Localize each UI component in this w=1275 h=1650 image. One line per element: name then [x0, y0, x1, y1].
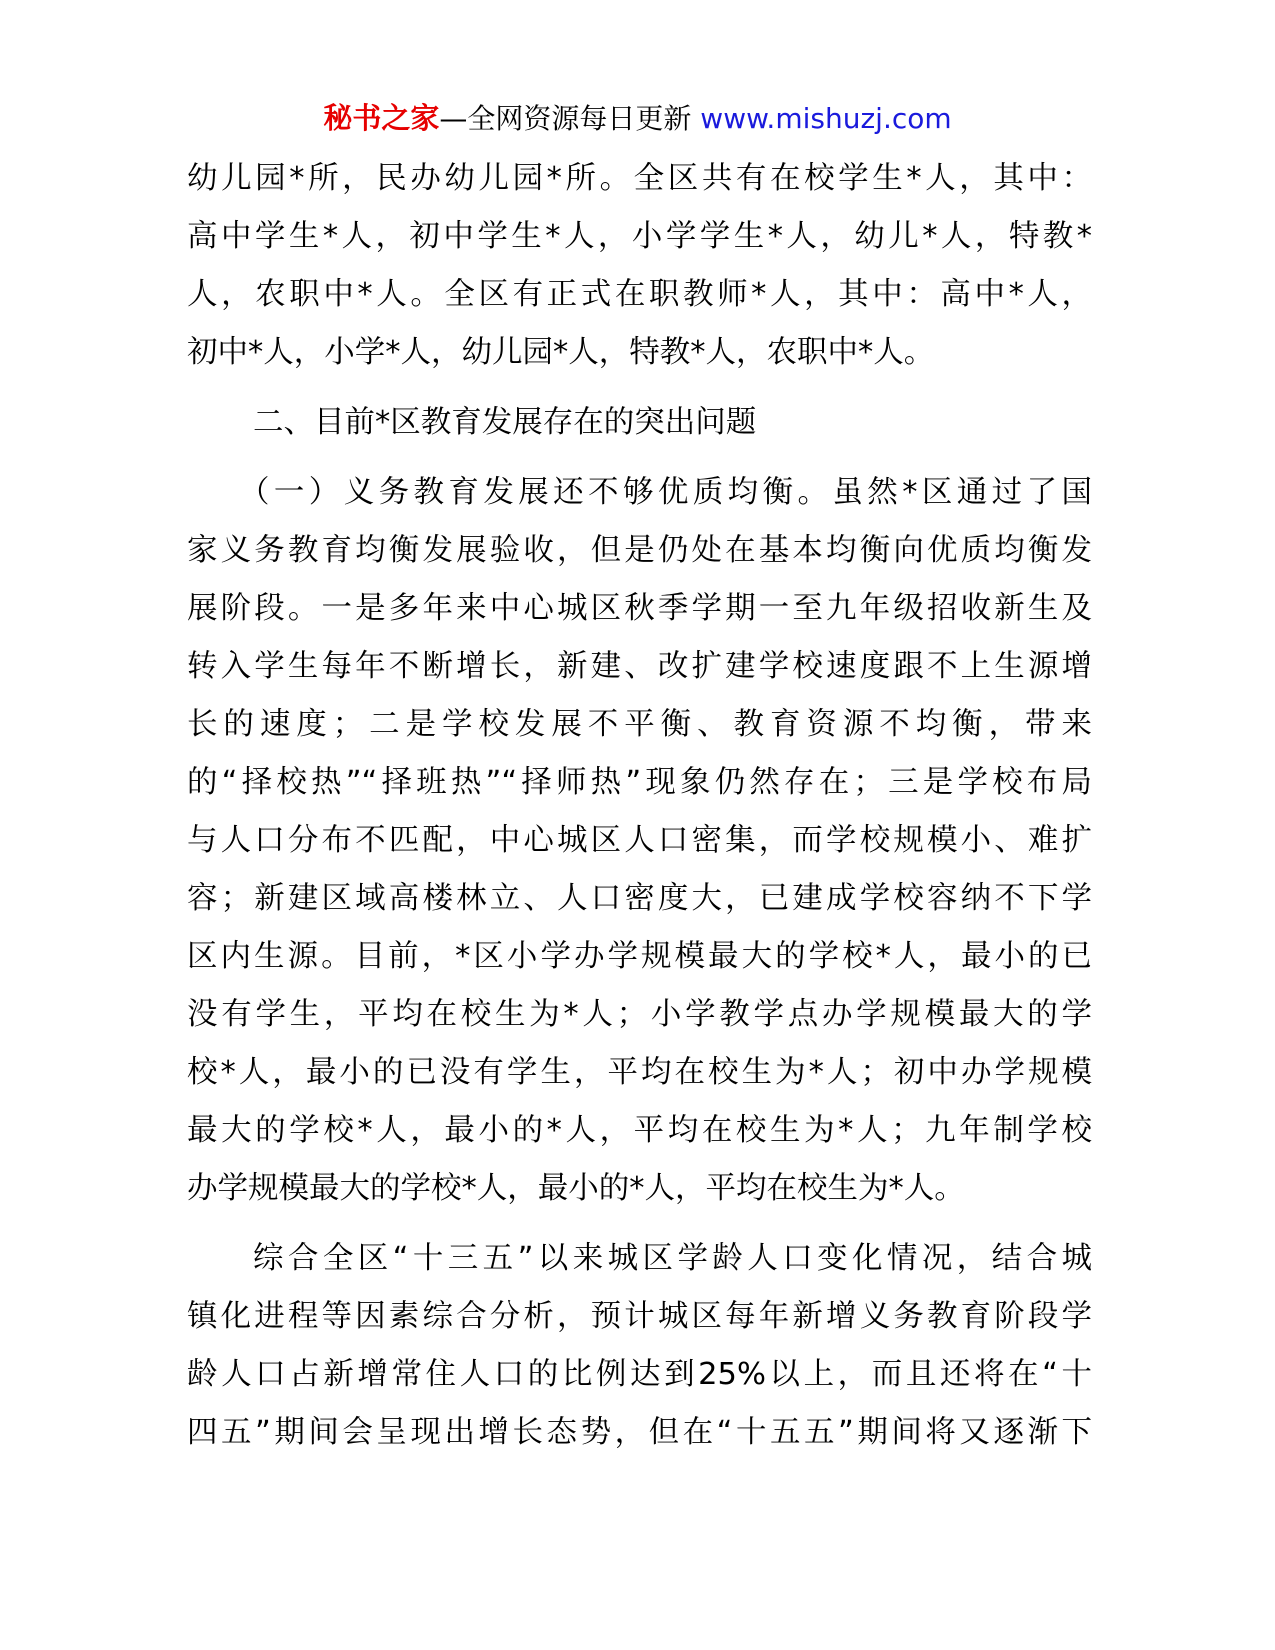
text-line: 家义务教育均衡发展验收，但是仍处在基本均衡向优质均衡发 [187, 533, 1092, 568]
section-heading [187, 394, 1092, 452]
document-body [187, 150, 1092, 1462]
text-line: 办学规模最大的学校*人，最小的*人，平均在校生为*人。 [187, 1171, 965, 1206]
text-line: 最大的学校*人，最小的*人，平均在校生为*人；九年制学校 [187, 1113, 1092, 1148]
text-line: 高中学生*人，初中学生*人，小学学生*人，幼儿*人，特教* [187, 219, 1092, 254]
text-line: 展阶段。一是多年来中心城区秋季学期一至九年级招收新生及 [187, 591, 1092, 626]
text-line: 的“择校热”“择班热”“择师热”现象仍然存在；三是学校布局 [187, 765, 1092, 800]
text-line: 镇化进程等因素综合分析，预计城区每年新增义务教育阶段学 [187, 1299, 1092, 1334]
text-line: 四五”期间会呈现出增长态势，但在“十五五”期间将又逐渐下 [187, 1415, 1092, 1450]
text-line: （一）义务教育发展还不够优质均衡。虽然*区通过了国 [239, 475, 1092, 510]
text-line: 长的速度；二是学校发展不平衡、教育资源不均衡，带来 [187, 707, 1092, 742]
text-line: 龄人口占新增常住人口的比例达到25%以上，而且还将在“十 [187, 1357, 1092, 1392]
header-url-link[interactable]: www.mishuzj.com [700, 102, 952, 135]
header-brand: 秘书之家 [323, 101, 440, 135]
text-line: 综合全区“十三五”以来城区学龄人口变化情况，结合城 [253, 1241, 1092, 1276]
text-line: 转入学生每年不断增长，新建、改扩建学校速度跟不上生源增 [187, 649, 1092, 684]
paragraph [187, 150, 1092, 382]
text-line: 校*人，最小的已没有学生，平均在校生为*人；初中办学规模 [187, 1055, 1092, 1090]
text-line: 幼儿园*所，民办幼儿园*所。全区共有在校学生*人，其中： [187, 161, 1092, 196]
text-line: 人，农职中*人。全区有正式在职教师*人，其中：高中*人， [187, 277, 1092, 312]
paragraph [187, 1230, 1092, 1462]
paragraph [187, 464, 1092, 1218]
header-tagline: —全网资源每日更新 [439, 102, 692, 135]
text-line: 容；新建区域高楼林立、人口密度大，已建成学校容纳不下学 [187, 881, 1092, 916]
text-line: 初中*人，小学*人，幼儿园*人，特教*人，农职中*人。 [187, 335, 935, 370]
text-line: 与人口分布不匹配，中心城区人口密集，而学校规模小、难扩 [187, 823, 1092, 858]
heading-text: 二、目前*区教育发展存在的突出问题 [253, 405, 757, 440]
text-line: 区内生源。目前，*区小学办学规模最大的学校*人，最小的已 [187, 939, 1092, 974]
page-header [0, 98, 1275, 139]
text-line: 没有学生，平均在校生为*人；小学教学点办学规模最大的学 [187, 997, 1092, 1032]
